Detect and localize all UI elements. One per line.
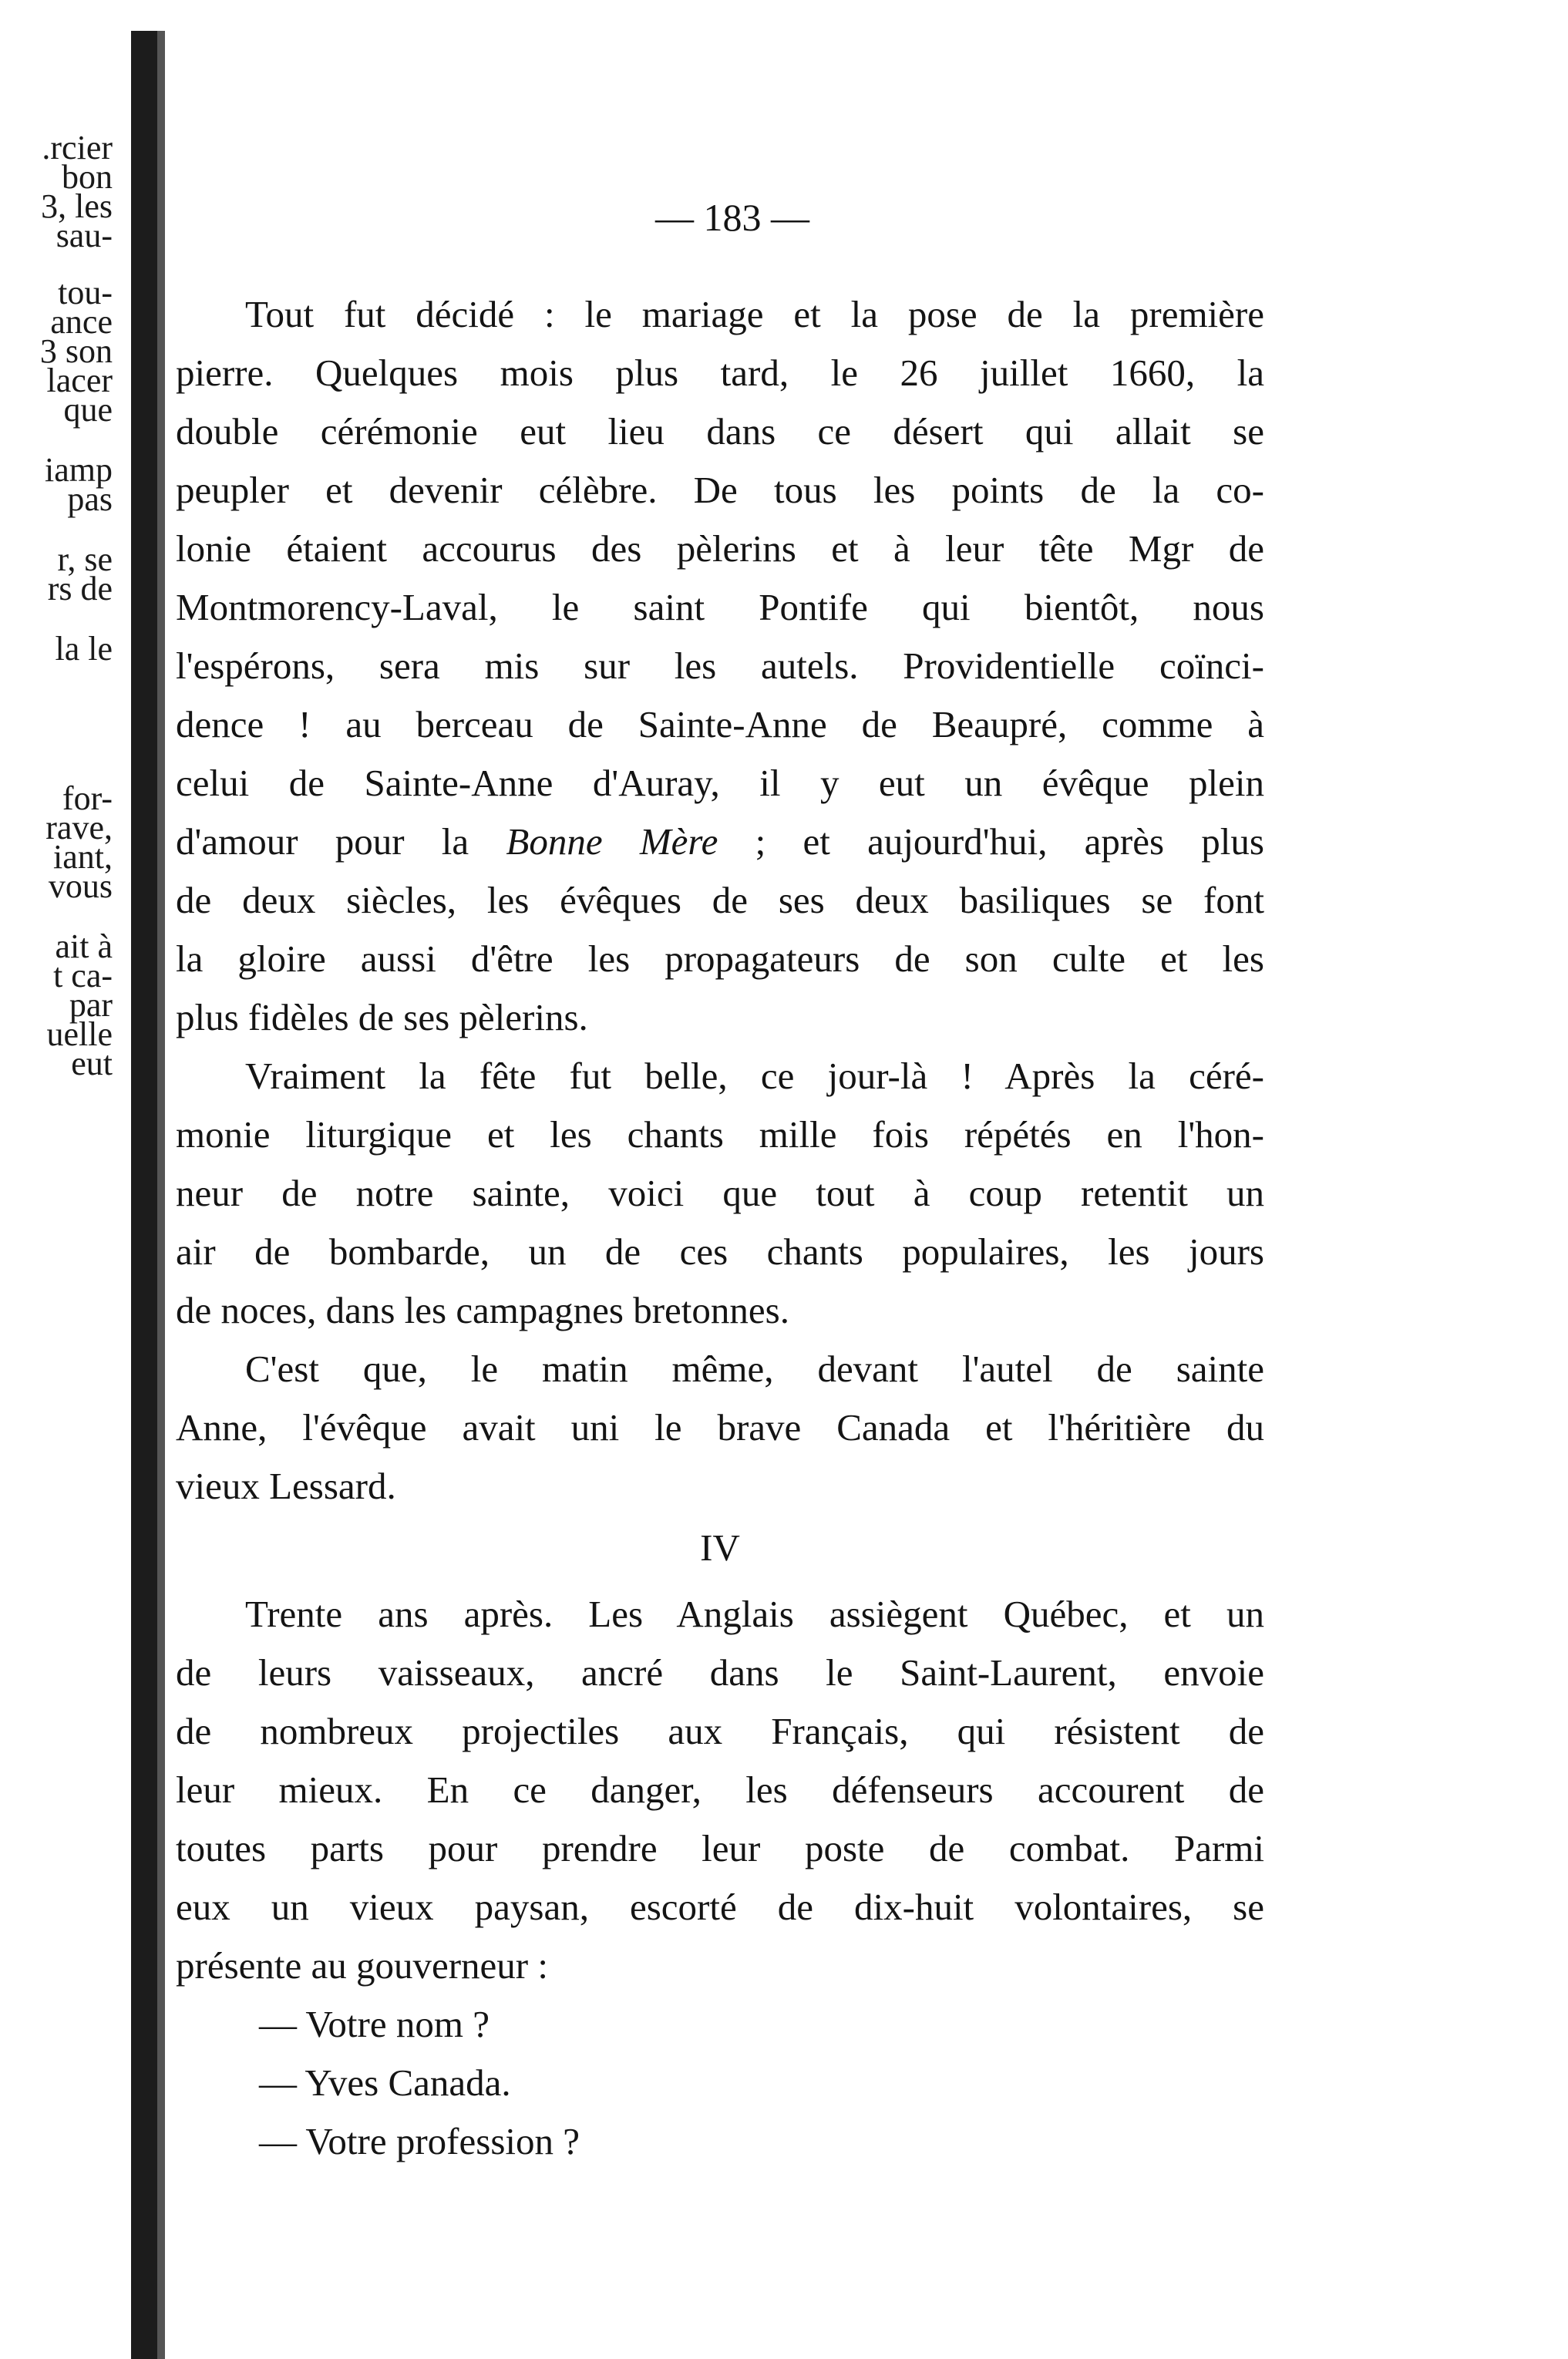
margin-fragment: iant, [53, 838, 113, 876]
margin-fragment: 3, les [41, 187, 113, 225]
text-line: leur mieux. En ce danger, les défenseurs accourent de [176, 1768, 1264, 1811]
margin-fragment: r, se [57, 540, 113, 578]
text-line: air de bombarde, un de ces chants populaires, les jours [176, 1230, 1264, 1273]
margin-fragment: par [69, 986, 113, 1024]
text-line: peupler et devenir célèbre. De tous les points de la co- [176, 469, 1264, 511]
dialogue-line: — Votre nom ? [259, 2003, 490, 2045]
margin-fragment: eut [71, 1045, 113, 1082]
text-line: Tout fut décidé : le mariage et la pose de la première [245, 293, 1264, 335]
dialogue-line: — Yves Canada. [259, 2061, 511, 2104]
margin-fragment: bon [62, 158, 113, 196]
text-line: de noces, dans les campagnes bretonnes. [176, 1289, 789, 1331]
text-line: dence ! au berceau de Sainte-Anne de Beaupré, comme à [176, 703, 1264, 745]
margin-fragment: lacer [46, 362, 113, 399]
text-line: toutes parts pour prendre leur poste de combat. Parmi [176, 1827, 1264, 1869]
margin-fragment: ait à [55, 927, 113, 965]
dialogue-line: — Votre profession ? [259, 2120, 580, 2162]
margin-fragment: la le [55, 630, 113, 668]
text-line: Montmorency-Laval, le saint Pontife qui bientôt, nous [176, 586, 1264, 628]
margin-fragment: uelle [46, 1015, 113, 1053]
margin-fragment: rave, [45, 809, 113, 846]
text-line: l'espérons, sera mis sur les autels. Providentielle coïnci- [176, 644, 1264, 687]
text-segment: ; et aujourd'hui, après plus [718, 820, 1264, 863]
text-line [176, 819, 1264, 865]
margin-fragment: vous [48, 867, 113, 905]
text-line: présente au gouverneur : [176, 1944, 548, 1987]
text-line: plus fidèles de ses pèlerins. [176, 996, 588, 1038]
margin-fragment: tou- [58, 274, 113, 311]
text-line: pierre. Quelques mois plus tard, le 26 juillet 1660, la [176, 352, 1264, 394]
page-number: — 183 — [655, 196, 809, 239]
margin-fragment: .rcier [42, 129, 113, 167]
text-line: Vraiment la fête fut belle, ce jour-là ! Après la céré- [245, 1055, 1264, 1097]
margin-fragment: iamp [45, 451, 113, 489]
text-line: Anne, l'évêque avait uni le brave Canada et l'héritière du [176, 1406, 1264, 1449]
margin-fragment: ance [50, 303, 113, 341]
margin-fragment: 3 son [39, 332, 113, 370]
margin-fragment: pas [67, 480, 113, 518]
margin-fragment: sau- [56, 217, 113, 254]
text-line: de leurs vaisseaux, ancré dans le Saint-Laurent, envoie [176, 1651, 1264, 1694]
text-line: C'est que, le matin même, devant l'autel de sainte [245, 1348, 1264, 1390]
text-line: neur de notre sainte, voici que tout à coup retentit un [176, 1172, 1264, 1214]
text-line: la gloire aussi d'être les propagateurs de son culte et les [176, 937, 1264, 980]
text-line: de deux siècles, les évêques de ses deux basiliques se font [176, 879, 1264, 921]
text-line: monie liturgique et les chants mille fois répétés en l'hon- [176, 1113, 1264, 1156]
text-line: vieux Lessard. [176, 1465, 396, 1507]
text-line: de nombreux projectiles aux Français, qui résistent de [176, 1710, 1264, 1752]
facing-page-margin [0, 0, 130, 2359]
margin-fragment: que [63, 391, 113, 429]
text-line: celui de Sainte-Anne d'Auray, il y eut un évêque plein [176, 762, 1264, 804]
text-segment: d'amour pour la [176, 820, 506, 863]
text-line: lonie étaient accourus des pèlerins et à leur tête Mgr de [176, 527, 1264, 570]
margin-fragment: t ca- [53, 957, 113, 994]
text-line: double cérémonie eut lieu dans ce désert qui allait se [176, 410, 1264, 453]
margin-fragment: rs de [47, 570, 113, 607]
book-binding-shadow [131, 31, 163, 2359]
text-line: Trente ans après. Les Anglais assiègent Québec, et un [245, 1593, 1264, 1635]
section-heading: IV [700, 1526, 740, 1569]
text-line: eux un vieux paysan, escorté de dix-huit volontaires, se [176, 1886, 1264, 1928]
margin-fragment: for- [62, 779, 113, 817]
italic-title: Bonne Mère [506, 820, 718, 863]
